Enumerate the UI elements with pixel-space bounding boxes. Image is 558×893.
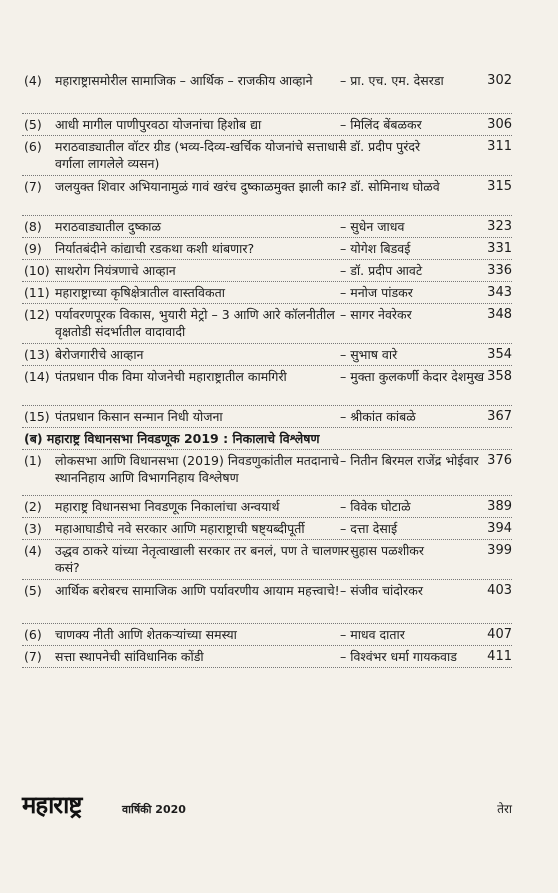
toc-entry — [22, 450, 512, 496]
entry-author: – सागर नेवरेकर — [340, 307, 412, 322]
entry-page-number: 354 — [487, 347, 512, 362]
entry-title: आर्थिक बरोबरच सामाजिक आणि पर्यावरणीय आयाम महत्त्वाचे! — [55, 583, 340, 598]
entry-number: (1) — [24, 453, 42, 468]
entry-number: (3) — [24, 521, 42, 536]
entry-number: (5) — [24, 583, 42, 598]
entry-number: (13) — [24, 347, 50, 362]
entry-number: (8) — [24, 219, 42, 234]
entry-number: (15) — [24, 409, 50, 424]
entry-page-number: 348 — [487, 307, 512, 322]
entry-page-number: 302 — [487, 73, 512, 88]
entry-number: (4) — [24, 543, 42, 558]
entry-author: – सुहास पळशीकर — [340, 543, 425, 558]
entry-author: – श्रीकांत कांबळे — [340, 409, 416, 424]
entry-title: साथरोग नियंत्रणाचे आव्हान — [55, 263, 176, 278]
entry-author: – मुक्ता कुलकर्णी केदार देशमुख — [340, 369, 485, 384]
entry-page-number: 323 — [487, 219, 512, 234]
toc-entry — [22, 114, 512, 136]
entry-page-number: 407 — [487, 627, 512, 642]
entry-title: बेरोजगारीचे आव्हान — [55, 347, 144, 362]
entry-title: महाराष्ट्राच्या कृषिक्षेत्रातील वास्तविकता — [55, 285, 225, 300]
entry-author: – डॉ. सोमिनाथ घोळवे — [340, 179, 440, 194]
entry-number: (10) — [24, 263, 50, 278]
toc-entry — [22, 238, 512, 260]
entry-title: सत्ता स्थापनेची सांविधानिक कोंडी — [55, 649, 204, 664]
entry-page-number: 403 — [487, 583, 512, 598]
table-of-contents — [22, 70, 512, 668]
entry-title: पंतप्रधान किसान सन्मान निधी योजना — [55, 409, 223, 424]
entry-author: – प्रा. एच. एम. देसरडा — [340, 73, 444, 88]
entry-title: मराठवाड्यातील दुष्काळ — [55, 219, 162, 234]
entry-title: निर्यातबंदीने कांद्याची रडकथा कशी थांबणार? — [55, 241, 255, 256]
entry-author: – डॉ. प्रदीप पुरंदरे — [340, 139, 421, 154]
toc-entry — [22, 216, 512, 238]
toc-entry — [22, 70, 512, 114]
footer-page-number: तेरा — [497, 802, 512, 816]
publication-subtitle: वार्षिकी 2020 — [122, 803, 186, 816]
entry-number: (12) — [24, 307, 50, 322]
entry-author: – मनोज पांडकर — [340, 285, 413, 300]
entry-number: (6) — [24, 139, 42, 154]
toc-entry — [22, 176, 512, 216]
toc-entry — [22, 518, 512, 540]
entry-page-number: 336 — [487, 263, 512, 278]
entry-page-number: 358 — [487, 369, 512, 384]
entry-title: पर्यावरणपूरक विकास, भुयारी मेट्रो – 3 आणि आरे कॉलनीतील वृक्षतोडी संदर्भातील वादावादी — [55, 307, 335, 339]
entry-author: – योगेश बिडवई — [340, 241, 411, 256]
entry-page-number: 394 — [487, 521, 512, 536]
entry-page-number: 367 — [487, 409, 512, 424]
publication-logo: महाराष्ट्र — [22, 790, 82, 819]
toc-entry — [22, 366, 512, 406]
entry-number: (11) — [24, 285, 50, 300]
entry-title: लोकसभा आणि विधानसभा (2019) निवडणुकांतील मतदानाचे स्थाननिहाय आणि विभागनिहाय विश्लेषण — [55, 453, 339, 485]
entry-number: (2) — [24, 499, 42, 514]
entry-title: चाणक्य नीती आणि शेतकऱ्यांच्या समस्या — [55, 627, 237, 642]
entry-number: (4) — [24, 73, 42, 88]
entry-title: महाराष्ट्रासमोरील सामाजिक – आर्थिक – राजकीय आव्हाने — [55, 73, 313, 88]
toc-entry — [22, 344, 512, 366]
toc-entry — [22, 304, 512, 344]
entry-title: पंतप्रधान पीक विमा योजनेची महाराष्ट्रातील कामगिरी — [55, 369, 287, 384]
entry-number: (5) — [24, 117, 42, 132]
toc-entry — [22, 406, 512, 428]
entry-title: मराठवाड्यातील वॉटर ग्रीड (भव्य-दिव्य-खर्चिक योजनांचे सत्ताधारी वर्गाला लागलेले व्यसन) — [55, 139, 347, 171]
entry-number: (9) — [24, 241, 42, 256]
entry-page-number: 389 — [487, 499, 512, 514]
toc-entry — [22, 496, 512, 518]
entry-number: (7) — [24, 649, 42, 664]
entry-title: जलयुक्त शिवार अभियानामुळं गावं खरंच दुष्काळमुक्त झाली का? — [55, 179, 347, 194]
entry-page-number: 315 — [487, 179, 512, 194]
entry-page-number: 376 — [487, 453, 512, 468]
entry-author: – विश्वंभर धर्मा गायकवाड — [340, 649, 457, 664]
entry-author: – डॉ. प्रदीप आवटे — [340, 263, 423, 278]
entry-page-number: 411 — [487, 649, 512, 664]
entry-page-number: 399 — [487, 543, 512, 558]
entry-author: – मिलिंद बेंबळकर — [340, 117, 422, 132]
entry-number: (7) — [24, 179, 42, 194]
entry-number: (14) — [24, 369, 50, 384]
entry-title: महाआघाडीचे नवे सरकार आणि महाराष्ट्राची षष्ट्यब्दीपूर्ती — [55, 521, 305, 536]
entry-title: महाराष्ट्र विधानसभा निवडणूक निकालांचा अन्वयार्थ — [55, 499, 280, 514]
toc-entry — [22, 624, 512, 646]
entry-author: – विवेक घोटाळे — [340, 499, 411, 514]
entry-author: – नितीन बिरमल राजेंद्र भोईवार — [340, 453, 479, 468]
toc-entry — [22, 646, 512, 668]
entry-author: – दत्ता देसाई — [340, 521, 398, 536]
toc-entry — [22, 282, 512, 304]
toc-entry — [22, 136, 512, 176]
entry-author: – माधव दातार — [340, 627, 405, 642]
entry-author: – सुभाष वारे — [340, 347, 398, 362]
entry-title: आधी मागील पाणीपुरवठा योजनांचा हिशोब द्या — [55, 117, 262, 132]
section-heading: (ब) महाराष्ट्र विधानसभा निवडणूक 2019 : निकालाचे विश्लेषण — [22, 428, 512, 450]
page-footer — [22, 788, 532, 828]
entry-page-number: 343 — [487, 285, 512, 300]
entry-page-number: 306 — [487, 117, 512, 132]
toc-entry — [22, 260, 512, 282]
entry-number: (6) — [24, 627, 42, 642]
toc-entry — [22, 580, 512, 624]
entry-title: उद्धव ठाकरे यांच्या नेतृत्वाखाली सरकार तर बनलं, पण ते चालणार कसं? — [55, 543, 349, 575]
entry-page-number: 311 — [487, 139, 512, 154]
entry-author: – संजीव चांदोरकर — [340, 583, 423, 598]
entry-page-number: 331 — [487, 241, 512, 256]
entry-author: – सुधेन जाधव — [340, 219, 405, 234]
toc-entry — [22, 540, 512, 580]
